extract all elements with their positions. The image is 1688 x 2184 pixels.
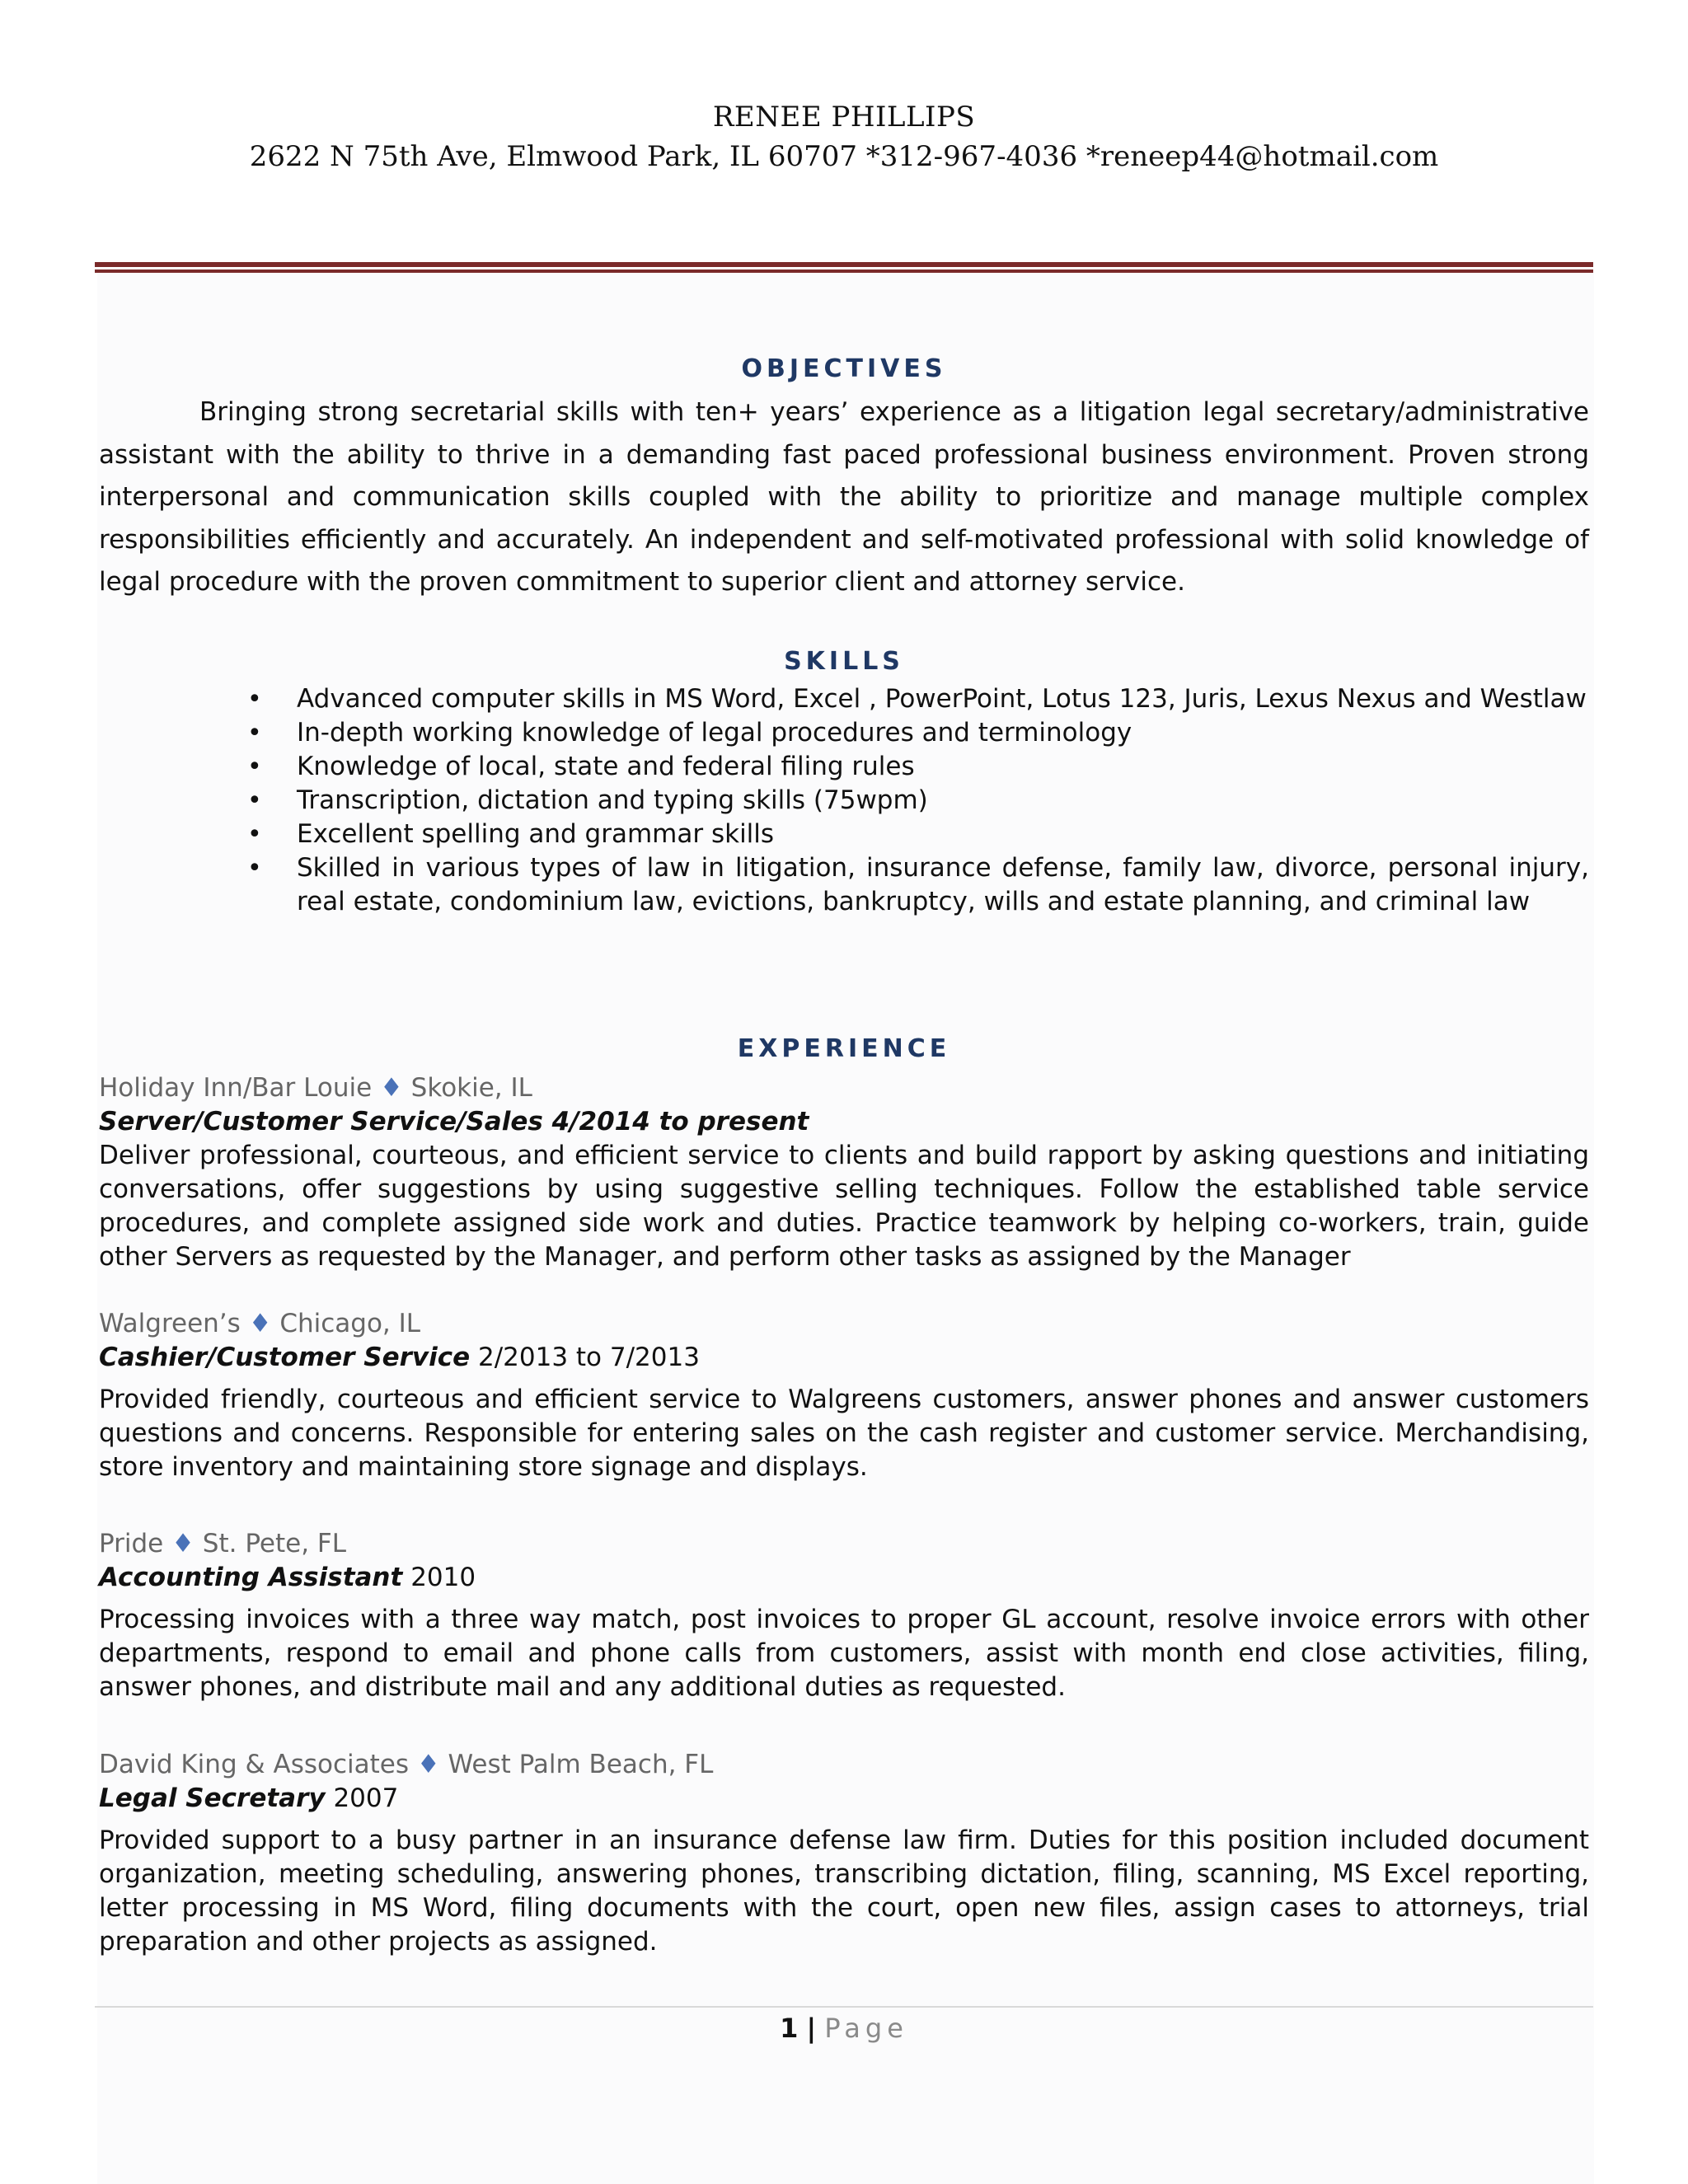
page-number: 1: [780, 2013, 799, 2044]
job-dates: 2/2013 to 7/2013: [477, 1343, 700, 1372]
job-description: Provided support to a busy partner in an insurance defense law firm. Duties for this position included document organization, meeting scheduling, answering phones, transcribing dictation, filing, scanning, MS Excel reporting, letter processing in MS Word, filing documents with the court, open new files, assign cases to attorneys, trial preparation and other projects as assigned.: [99, 1825, 1589, 1957]
job-title: Legal Secretary: [99, 1783, 326, 1813]
job-entry: [99, 1527, 1589, 1704]
skill-item: [247, 750, 1589, 784]
diamond-icon: ♦: [416, 1750, 440, 1779]
job-title-line: [99, 1561, 1589, 1595]
applicant-name: RENEE PHILLIPS: [712, 101, 976, 134]
job-title-line: [99, 1105, 1589, 1139]
skill-text: Knowledge of local, state and federal filing rules: [297, 752, 915, 781]
job-title-line: [99, 1782, 1589, 1816]
skill-text: Transcription, dictation and typing skills (75wpm): [297, 785, 928, 815]
job-company-line: [99, 1527, 1589, 1561]
skill-text: In-depth working knowledge of legal procedures and terminology: [297, 718, 1132, 748]
experience-heading: EXPERIENCE: [737, 1034, 951, 1063]
skill-item: [247, 784, 1589, 818]
objectives-text: Bringing strong secretarial skills with ten+ years’ experience as a litigation legal secretary/administrative assistant with the ability to thrive in a demanding fast paced professional business environment. Proven strong interpersonal and communication skills coupled with the ability to prioritize and manage multiple complex responsibilities efficiently and accurately. An independent and self-motivated professional with solid knowledge of legal procedure with the proven commitment to superior client and attorney service.: [99, 397, 1589, 597]
contact-line: 2622 N 75th Ave, Elmwood Park, IL 60707 *312-967-4036 *reneep44@hotmail.com: [249, 140, 1439, 173]
job-company: David King & Associates: [99, 1750, 410, 1779]
skills-list: [247, 682, 1589, 919]
job-location: Skokie, IL: [410, 1073, 532, 1103]
diamond-icon: ♦: [171, 1529, 195, 1558]
skill-item: [247, 682, 1589, 716]
bullet-icon: •: [247, 820, 262, 849]
skill-item: [247, 716, 1589, 750]
header-rule-thick: [95, 262, 1593, 267]
job-company: Holiday Inn/Bar Louie: [99, 1073, 373, 1103]
job-dates: 2007: [333, 1783, 399, 1813]
job-company-line: [99, 1071, 1589, 1105]
skill-text: Excellent spelling and grammar skills: [297, 819, 775, 849]
footer-separator: |: [806, 2013, 817, 2044]
bullet-icon: •: [247, 719, 262, 748]
bullet-icon: •: [247, 685, 262, 714]
skill-item: [247, 818, 1589, 851]
job-company: Pride: [99, 1529, 164, 1558]
bullet-icon: •: [247, 786, 262, 815]
diamond-icon: ♦: [380, 1073, 403, 1103]
job-description: Deliver professional, courteous, and efficient service to clients and build rapport by asking questions and initiating conversations, offer suggestions by using suggestive selling techniques. Follow the established table service procedures, and complete assigned side work and duties. Practice teamwork by helping co-workers, train, guide other Servers as requested by the Manager, and perform other tasks as assigned by the Manager: [99, 1141, 1589, 1272]
header-rule-thin: [95, 269, 1593, 273]
skill-text: Advanced computer skills in MS Word, Excel , PowerPoint, Lotus 123, Juris, Lexus Nexus and Westlaw: [297, 684, 1587, 714]
page-word: Page: [824, 2013, 908, 2044]
objectives-heading: OBJECTIVES: [741, 354, 947, 383]
job-location: West Palm Beach, FL: [448, 1750, 714, 1779]
job-dates: 2010: [410, 1563, 476, 1592]
job-description: Processing invoices with a three way match, post invoices to proper GL account, resolve invoice errors with other departments, respond to email and phone calls from customers, assist with month end close activities, filing, answer phones, and distribute mail and any additional duties as requested.: [99, 1605, 1589, 1702]
job-location: Chicago, IL: [279, 1309, 421, 1338]
job-company-line: [99, 1307, 1589, 1341]
job-title: Server/Customer Service/Sales 4/2014 to present: [99, 1107, 809, 1137]
skill-text: Skilled in various types of law in litigation, insurance defense, family law, divorce, personal injury, real estate, condominium law, evictions, bankruptcy, wills and estate planning, and criminal law: [297, 853, 1589, 916]
page-footer: [0, 2013, 1688, 2044]
job-company: Walgreen’s: [99, 1309, 241, 1338]
bullet-icon: •: [247, 752, 262, 781]
diamond-icon: ♦: [248, 1309, 272, 1338]
job-entry: [99, 1307, 1589, 1484]
job-title: Cashier/Customer Service: [99, 1343, 471, 1372]
job-title-line: [99, 1341, 1589, 1375]
footer-rule: [95, 2006, 1593, 2008]
bullet-icon: •: [247, 854, 262, 883]
job-description: Provided friendly, courteous and efficient service to Walgreens customers, answer phones and answer customers questions and concerns. Responsible for entering sales on the cash register and customer service. Merchandising, store inventory and maintaining store signage and displays.: [99, 1385, 1589, 1482]
job-entry: [99, 1748, 1589, 1959]
job-location: St. Pete, FL: [202, 1529, 347, 1558]
skills-heading: SKILLS: [784, 647, 904, 676]
job-company-line: [99, 1748, 1589, 1782]
job-title: Accounting Assistant: [99, 1563, 403, 1592]
skill-item: [247, 851, 1589, 919]
job-entry: [99, 1071, 1589, 1274]
